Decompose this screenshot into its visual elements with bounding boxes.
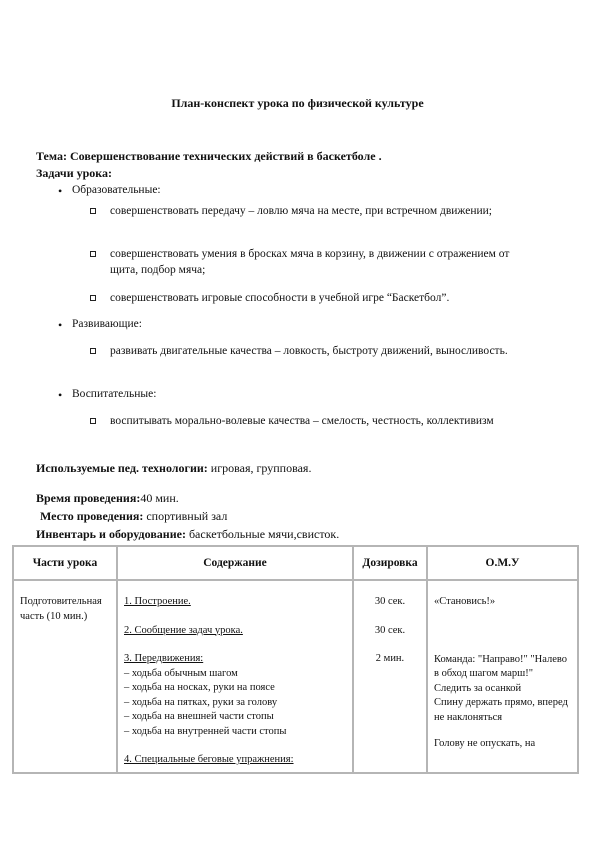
dosage-value: 2 мин. — [375, 653, 405, 664]
bullet-icon: • — [58, 184, 63, 198]
task-group-heading: Воспитательные: — [72, 388, 157, 400]
omu-note: «Становись!» — [434, 596, 496, 607]
content-subitem: – ходьба на пятках, руки за голову — [124, 696, 278, 708]
dosage-cell — [353, 580, 427, 773]
lesson-inventory: Инвентарь и оборудование: баскетбольные мячи,свисток. — [36, 527, 340, 541]
task-group-heading: Образовательные: — [72, 184, 161, 196]
bullet-icon: • — [58, 388, 63, 402]
task-group-heading: Развивающие: — [72, 318, 142, 330]
square-bullet-icon — [90, 295, 96, 301]
tasks-heading: Задачи урока: — [36, 166, 113, 180]
bullet-icon: • — [58, 318, 63, 332]
square-bullet-icon — [90, 418, 96, 424]
omu-note: Голову не опускать, на — [434, 738, 536, 749]
col-header-content: Содержание — [117, 546, 353, 580]
task-item: совершенствовать передачу – ловлю мяча на месте, при встречном движении; — [90, 203, 530, 219]
content-item: 2. Сообщение задач урока. — [124, 624, 243, 636]
col-header-dosage: Дозировка — [353, 546, 427, 580]
lesson-topic — [36, 149, 382, 164]
content-item: 4. Специальные беговые упражнения: — [124, 754, 294, 765]
square-bullet-icon — [90, 251, 96, 257]
content-subitem: – ходьба обычным шагом — [124, 667, 238, 679]
content-item: 3. Передвижения: — [124, 653, 204, 664]
lesson-table — [12, 545, 579, 774]
omu-note: Следить за осанкой — [434, 682, 522, 694]
task-item: развивать двигательные качества – ловкость, быстроту движений, выносливость. — [90, 343, 530, 359]
task-item: совершенствовать игровые способности в учебной игре “Баскетбол”. — [90, 290, 530, 306]
col-header-omu: О.М.У — [427, 546, 578, 580]
content-item: 1. Построение. — [124, 596, 191, 607]
square-bullet-icon — [90, 348, 96, 354]
dosage-value: 30 сек. — [374, 596, 406, 607]
content-subitem: – ходьба на внутренней части стопы — [124, 725, 287, 737]
omu-cell — [427, 580, 578, 773]
lesson-place: Место проведения: спортивный зал — [40, 509, 228, 523]
task-item: воспитывать морально-волевые качества – смелость, честность, коллективизм — [90, 413, 530, 429]
content-subitem: – ходьба на внешней части стопы — [124, 711, 274, 722]
square-bullet-icon — [90, 208, 96, 214]
content-cell — [117, 580, 353, 773]
col-header-parts: Части урока — [13, 546, 117, 580]
lesson-duration: Время проведения:40 мин. — [36, 491, 179, 505]
page-title: План-конспект урока по физической культуре — [171, 96, 424, 110]
omu-note: Команда: "Направо!" "Налево в обход шагом марш!" — [434, 653, 568, 679]
topic-value: Совершенствование технических действий в баскетболе . — [69, 149, 382, 163]
pedagogical-technologies: Используемые пед. технологии: игровая, групповая. — [36, 461, 312, 475]
table-header-row — [13, 546, 578, 580]
dosage-value: 30 сек. — [374, 624, 406, 636]
omu-note: Спину держать прямо, вперед не наклоняться — [434, 697, 568, 723]
lesson-part-cell: Подготовительная часть (10 мин.) — [13, 580, 117, 773]
table-row — [13, 580, 578, 773]
topic-label: Тема: — [36, 149, 67, 163]
content-subitem: – ходьба на носках, руки на поясе — [124, 682, 275, 693]
task-item: совершенствовать умения в бросках мяча в корзину, в движении с отражением от щита, подбор мяча; — [90, 246, 530, 278]
